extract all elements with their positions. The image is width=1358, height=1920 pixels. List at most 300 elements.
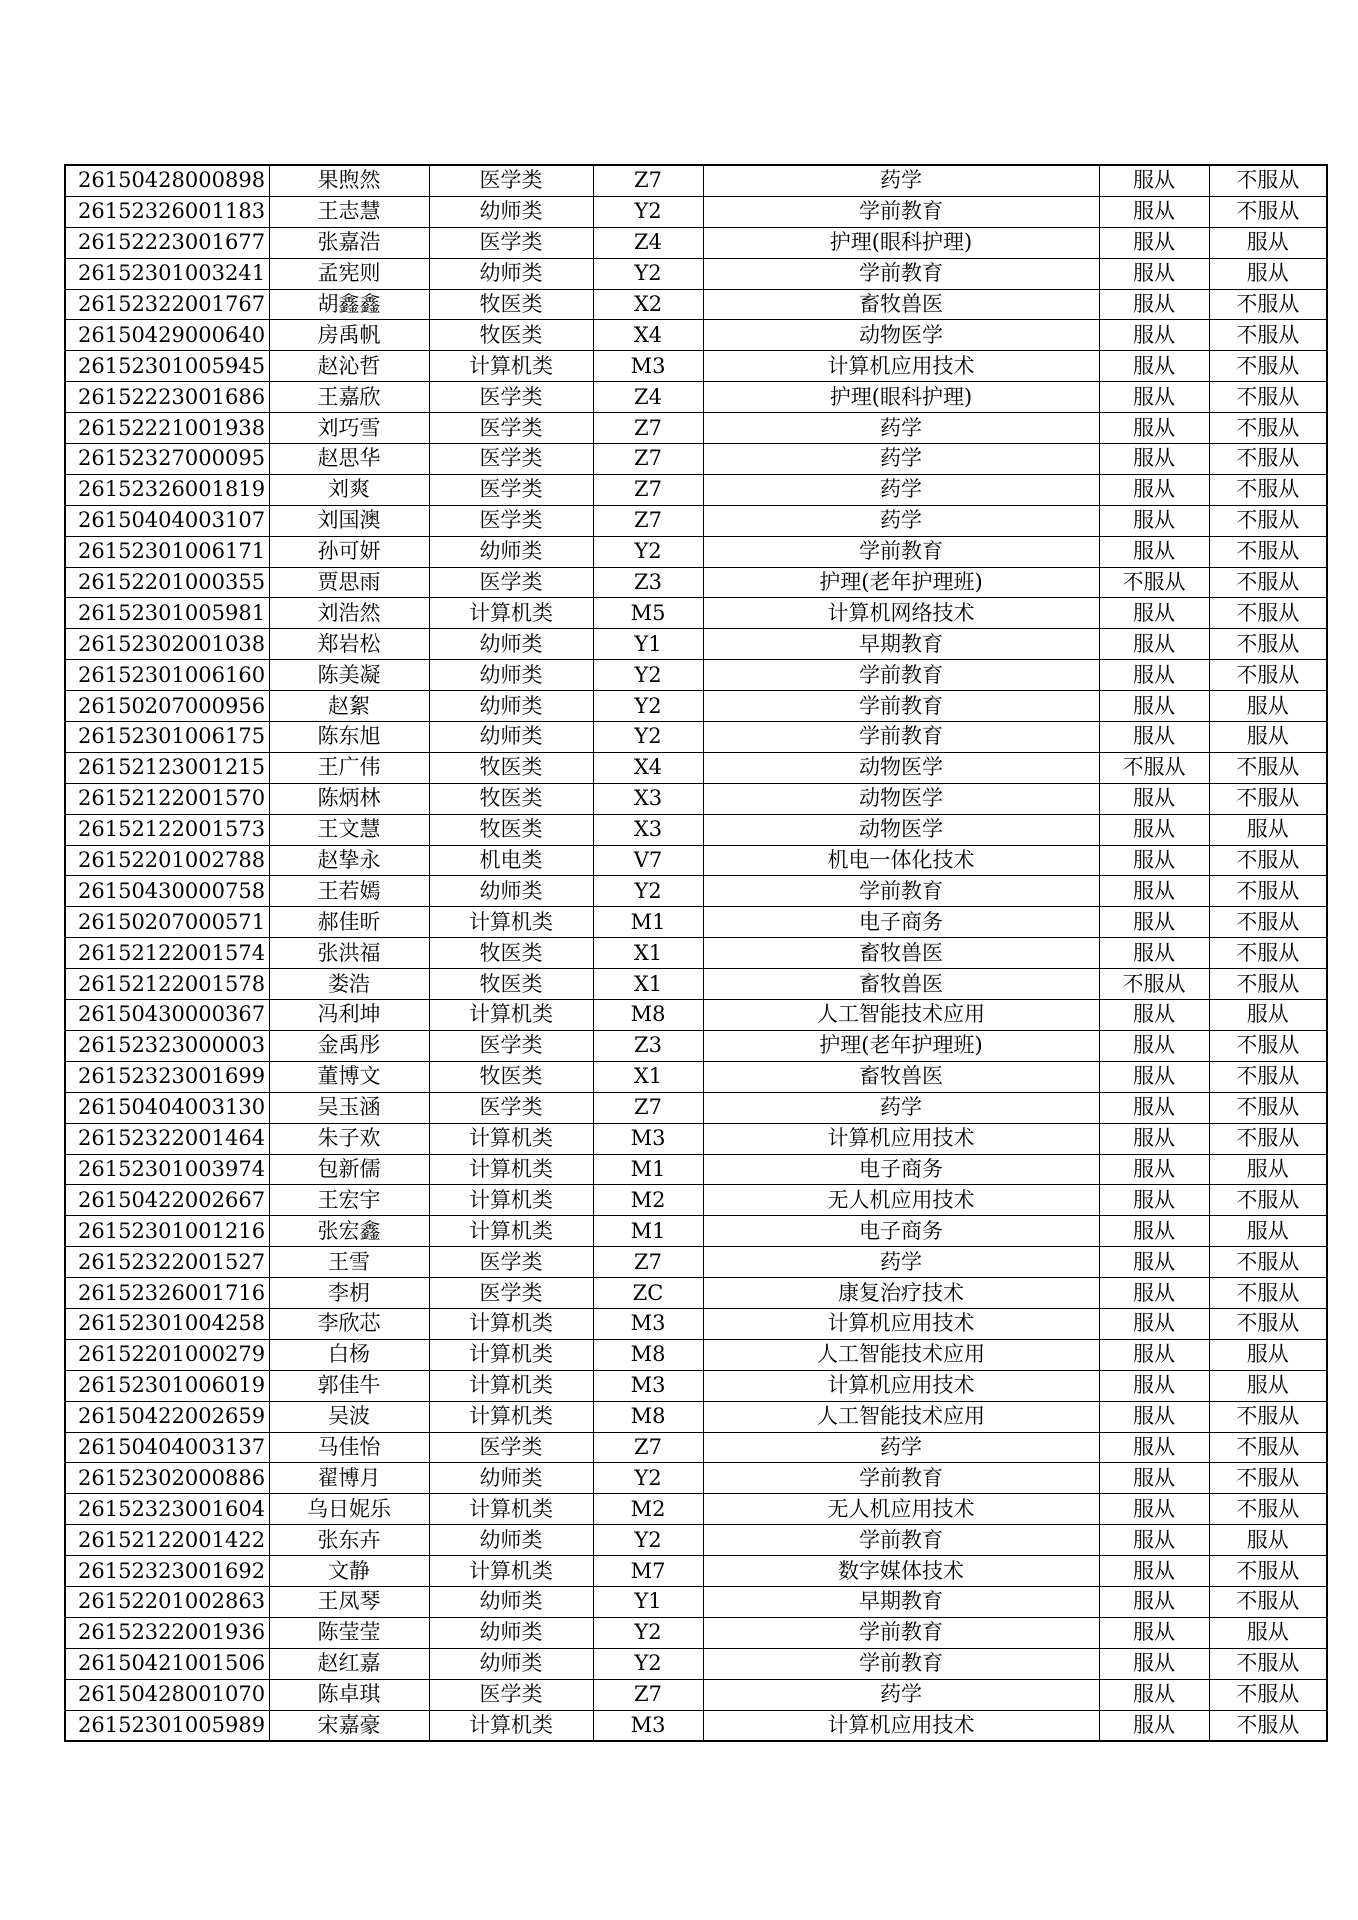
- major-cell: 药学: [703, 474, 1099, 505]
- major-cell: 计算机应用技术: [703, 1308, 1099, 1339]
- table-row: [65, 1617, 1327, 1648]
- adjust-cell: 不服从: [1099, 969, 1209, 1000]
- adjust-cell: 服从: [1099, 845, 1209, 876]
- category-cell: 医学类: [429, 1278, 593, 1309]
- code-cell: X2: [593, 289, 703, 320]
- student-name-cell: 郝佳昕: [269, 907, 429, 938]
- major-cell: 学前教育: [703, 1463, 1099, 1494]
- transfer-cell: 不服从: [1209, 752, 1327, 783]
- exam-id-cell: 26152301003241: [65, 258, 269, 289]
- category-cell: 牧医类: [429, 783, 593, 814]
- major-cell: 机电一体化技术: [703, 845, 1099, 876]
- major-cell: 电子商务: [703, 1154, 1099, 1185]
- code-cell: Y2: [593, 196, 703, 227]
- student-name-cell: 包新儒: [269, 1154, 429, 1185]
- code-cell: Z7: [593, 444, 703, 475]
- table-row: [65, 1432, 1327, 1463]
- student-name-cell: 赵思华: [269, 444, 429, 475]
- exam-id-cell: 26150207000571: [65, 907, 269, 938]
- category-cell: 医学类: [429, 382, 593, 413]
- exam-id-cell: 26150428000898: [65, 165, 269, 196]
- exam-id-cell: 26152322001936: [65, 1617, 269, 1648]
- code-cell: Z3: [593, 1030, 703, 1061]
- exam-id-cell: 26152221001938: [65, 413, 269, 444]
- table-row: [65, 1123, 1327, 1154]
- code-cell: V7: [593, 845, 703, 876]
- exam-id-cell: 26150207000956: [65, 691, 269, 722]
- student-name-cell: 李欣芯: [269, 1308, 429, 1339]
- adjust-cell: 服从: [1099, 474, 1209, 505]
- major-cell: 康复治疗技术: [703, 1278, 1099, 1309]
- exam-id-cell: 26152302001038: [65, 629, 269, 660]
- table-row: [65, 1401, 1327, 1432]
- adjust-cell: 服从: [1099, 691, 1209, 722]
- category-cell: 计算机类: [429, 1000, 593, 1031]
- category-cell: 医学类: [429, 567, 593, 598]
- student-name-cell: 王文慧: [269, 814, 429, 845]
- exam-id-cell: 26152122001574: [65, 938, 269, 969]
- table-row: [65, 1463, 1327, 1494]
- code-cell: Z7: [593, 1679, 703, 1710]
- code-cell: M8: [593, 1000, 703, 1031]
- table-row: [65, 722, 1327, 753]
- adjust-cell: 服从: [1099, 351, 1209, 382]
- adjust-cell: 服从: [1099, 505, 1209, 536]
- exam-id-cell: 26152322001767: [65, 289, 269, 320]
- adjust-cell: 服从: [1099, 1494, 1209, 1525]
- exam-id-cell: 26152201002788: [65, 845, 269, 876]
- table-row: [65, 444, 1327, 475]
- exam-id-cell: 26152323001692: [65, 1556, 269, 1587]
- category-cell: 幼师类: [429, 536, 593, 567]
- student-name-cell: 翟博月: [269, 1463, 429, 1494]
- major-cell: 计算机应用技术: [703, 1710, 1099, 1741]
- exam-id-cell: 26152301005981: [65, 598, 269, 629]
- code-cell: Z7: [593, 1432, 703, 1463]
- table-row: [65, 320, 1327, 351]
- major-cell: 动物医学: [703, 752, 1099, 783]
- table-body: [65, 165, 1327, 1741]
- exam-id-cell: 26150404003107: [65, 505, 269, 536]
- student-name-cell: 冯利坤: [269, 1000, 429, 1031]
- category-cell: 计算机类: [429, 598, 593, 629]
- adjust-cell: 服从: [1099, 1185, 1209, 1216]
- adjust-cell: 服从: [1099, 1247, 1209, 1278]
- table-row: [65, 598, 1327, 629]
- major-cell: 护理(眼科护理): [703, 227, 1099, 258]
- transfer-cell: 不服从: [1209, 382, 1327, 413]
- table-row: [65, 814, 1327, 845]
- table-row: [65, 227, 1327, 258]
- major-cell: 电子商务: [703, 907, 1099, 938]
- adjust-cell: 服从: [1099, 1463, 1209, 1494]
- major-cell: 学前教育: [703, 722, 1099, 753]
- student-name-cell: 王雪: [269, 1247, 429, 1278]
- adjust-cell: 服从: [1099, 938, 1209, 969]
- exam-id-cell: 26152301006175: [65, 722, 269, 753]
- student-name-cell: 王嘉欣: [269, 382, 429, 413]
- table-row: [65, 691, 1327, 722]
- category-cell: 幼师类: [429, 196, 593, 227]
- adjust-cell: 服从: [1099, 1030, 1209, 1061]
- code-cell: Z7: [593, 474, 703, 505]
- code-cell: M3: [593, 1370, 703, 1401]
- category-cell: 医学类: [429, 1247, 593, 1278]
- major-cell: 药学: [703, 444, 1099, 475]
- table-row: [65, 969, 1327, 1000]
- table-row: [65, 382, 1327, 413]
- student-name-cell: 刘巧雪: [269, 413, 429, 444]
- exam-id-cell: 26150404003137: [65, 1432, 269, 1463]
- major-cell: 早期教育: [703, 629, 1099, 660]
- transfer-cell: 不服从: [1209, 629, 1327, 660]
- major-cell: 人工智能技术应用: [703, 1339, 1099, 1370]
- category-cell: 幼师类: [429, 258, 593, 289]
- adjust-cell: 服从: [1099, 1278, 1209, 1309]
- code-cell: Y2: [593, 1525, 703, 1556]
- transfer-cell: 服从: [1209, 1000, 1327, 1031]
- transfer-cell: 不服从: [1209, 289, 1327, 320]
- category-cell: 牧医类: [429, 814, 593, 845]
- student-name-cell: 刘国澳: [269, 505, 429, 536]
- code-cell: Z7: [593, 1092, 703, 1123]
- student-table-container: [64, 164, 1326, 1742]
- transfer-cell: 不服从: [1209, 845, 1327, 876]
- major-cell: 动物医学: [703, 783, 1099, 814]
- code-cell: Y1: [593, 1586, 703, 1617]
- table-row: [65, 1030, 1327, 1061]
- exam-id-cell: 26152323001699: [65, 1061, 269, 1092]
- transfer-cell: 服从: [1209, 258, 1327, 289]
- adjust-cell: 不服从: [1099, 567, 1209, 598]
- transfer-cell: 不服从: [1209, 1030, 1327, 1061]
- transfer-cell: 服从: [1209, 1339, 1327, 1370]
- major-cell: 计算机应用技术: [703, 1370, 1099, 1401]
- transfer-cell: 不服从: [1209, 660, 1327, 691]
- table-row: [65, 1278, 1327, 1309]
- category-cell: 计算机类: [429, 1185, 593, 1216]
- major-cell: 药学: [703, 1679, 1099, 1710]
- code-cell: X1: [593, 969, 703, 1000]
- category-cell: 机电类: [429, 845, 593, 876]
- adjust-cell: 服从: [1099, 876, 1209, 907]
- table-row: [65, 1586, 1327, 1617]
- category-cell: 幼师类: [429, 1648, 593, 1679]
- table-row: [65, 196, 1327, 227]
- adjust-cell: 服从: [1099, 1370, 1209, 1401]
- category-cell: 计算机类: [429, 1370, 593, 1401]
- major-cell: 畜牧兽医: [703, 938, 1099, 969]
- code-cell: M8: [593, 1339, 703, 1370]
- student-name-cell: 孙可妍: [269, 536, 429, 567]
- adjust-cell: 服从: [1099, 382, 1209, 413]
- exam-id-cell: 26152301006171: [65, 536, 269, 567]
- major-cell: 人工智能技术应用: [703, 1401, 1099, 1432]
- transfer-cell: 不服从: [1209, 1123, 1327, 1154]
- exam-id-cell: 26152302000886: [65, 1463, 269, 1494]
- transfer-cell: 不服从: [1209, 1463, 1327, 1494]
- exam-id-cell: 26152223001686: [65, 382, 269, 413]
- transfer-cell: 服从: [1209, 722, 1327, 753]
- major-cell: 药学: [703, 1092, 1099, 1123]
- code-cell: Z7: [593, 165, 703, 196]
- transfer-cell: 不服从: [1209, 474, 1327, 505]
- exam-id-cell: 26152322001527: [65, 1247, 269, 1278]
- student-name-cell: 金禹彤: [269, 1030, 429, 1061]
- student-name-cell: 陈美凝: [269, 660, 429, 691]
- table-row: [65, 1648, 1327, 1679]
- student-name-cell: 陈炳林: [269, 783, 429, 814]
- code-cell: X1: [593, 938, 703, 969]
- student-name-cell: 王宏宇: [269, 1185, 429, 1216]
- major-cell: 学前教育: [703, 1648, 1099, 1679]
- transfer-cell: 不服从: [1209, 1247, 1327, 1278]
- category-cell: 医学类: [429, 444, 593, 475]
- student-name-cell: 陈卓琪: [269, 1679, 429, 1710]
- exam-id-cell: 26150422002667: [65, 1185, 269, 1216]
- category-cell: 计算机类: [429, 907, 593, 938]
- transfer-cell: 不服从: [1209, 1278, 1327, 1309]
- exam-id-cell: 26152301005945: [65, 351, 269, 382]
- table-row: [65, 1308, 1327, 1339]
- table-row: [65, 907, 1327, 938]
- transfer-cell: 不服从: [1209, 1061, 1327, 1092]
- category-cell: 医学类: [429, 1679, 593, 1710]
- student-name-cell: 胡鑫鑫: [269, 289, 429, 320]
- major-cell: 早期教育: [703, 1586, 1099, 1617]
- adjust-cell: 不服从: [1099, 752, 1209, 783]
- table-row: [65, 660, 1327, 691]
- code-cell: M3: [593, 1308, 703, 1339]
- transfer-cell: 不服从: [1209, 969, 1327, 1000]
- adjust-cell: 服从: [1099, 444, 1209, 475]
- code-cell: M2: [593, 1185, 703, 1216]
- transfer-cell: 不服从: [1209, 1494, 1327, 1525]
- category-cell: 牧医类: [429, 1061, 593, 1092]
- transfer-cell: 不服从: [1209, 567, 1327, 598]
- adjust-cell: 服从: [1099, 1401, 1209, 1432]
- table-row: [65, 629, 1327, 660]
- exam-id-cell: 26152123001215: [65, 752, 269, 783]
- code-cell: Y2: [593, 1617, 703, 1648]
- code-cell: Y2: [593, 258, 703, 289]
- major-cell: 电子商务: [703, 1216, 1099, 1247]
- student-name-cell: 赵絮: [269, 691, 429, 722]
- student-name-cell: 刘爽: [269, 474, 429, 505]
- adjust-cell: 服从: [1099, 1000, 1209, 1031]
- student-name-cell: 吴波: [269, 1401, 429, 1432]
- transfer-cell: 不服从: [1209, 1679, 1327, 1710]
- major-cell: 药学: [703, 505, 1099, 536]
- student-name-cell: 王广伟: [269, 752, 429, 783]
- category-cell: 计算机类: [429, 1154, 593, 1185]
- category-cell: 医学类: [429, 165, 593, 196]
- code-cell: M2: [593, 1494, 703, 1525]
- adjust-cell: 服从: [1099, 1648, 1209, 1679]
- adjust-cell: 服从: [1099, 1216, 1209, 1247]
- student-name-cell: 赵沁哲: [269, 351, 429, 382]
- adjust-cell: 服从: [1099, 1556, 1209, 1587]
- table-row: [65, 474, 1327, 505]
- exam-id-cell: 26152327000095: [65, 444, 269, 475]
- table-row: [65, 1679, 1327, 1710]
- exam-id-cell: 26152323000003: [65, 1030, 269, 1061]
- transfer-cell: 不服从: [1209, 907, 1327, 938]
- code-cell: M3: [593, 1710, 703, 1741]
- table-row: [65, 289, 1327, 320]
- table-row: [65, 752, 1327, 783]
- category-cell: 牧医类: [429, 938, 593, 969]
- category-cell: 牧医类: [429, 289, 593, 320]
- student-name-cell: 张洪福: [269, 938, 429, 969]
- major-cell: 学前教育: [703, 536, 1099, 567]
- major-cell: 计算机应用技术: [703, 351, 1099, 382]
- student-name-cell: 孟宪则: [269, 258, 429, 289]
- exam-id-cell: 26152301006019: [65, 1370, 269, 1401]
- adjust-cell: 服从: [1099, 196, 1209, 227]
- code-cell: ZC: [593, 1278, 703, 1309]
- adjust-cell: 服从: [1099, 165, 1209, 196]
- major-cell: 学前教育: [703, 1525, 1099, 1556]
- transfer-cell: 不服从: [1209, 413, 1327, 444]
- code-cell: X4: [593, 752, 703, 783]
- code-cell: Y1: [593, 629, 703, 660]
- adjust-cell: 服从: [1099, 814, 1209, 845]
- student-name-cell: 马佳怡: [269, 1432, 429, 1463]
- transfer-cell: 不服从: [1209, 1556, 1327, 1587]
- category-cell: 幼师类: [429, 1586, 593, 1617]
- category-cell: 计算机类: [429, 1308, 593, 1339]
- student-name-cell: 房禹帆: [269, 320, 429, 351]
- category-cell: 计算机类: [429, 1556, 593, 1587]
- student-name-cell: 娄浩: [269, 969, 429, 1000]
- transfer-cell: 服从: [1209, 1154, 1327, 1185]
- exam-id-cell: 26150430000758: [65, 876, 269, 907]
- student-name-cell: 朱子欢: [269, 1123, 429, 1154]
- code-cell: Y2: [593, 660, 703, 691]
- code-cell: Y2: [593, 536, 703, 567]
- code-cell: X3: [593, 783, 703, 814]
- transfer-cell: 服从: [1209, 1617, 1327, 1648]
- transfer-cell: 不服从: [1209, 1586, 1327, 1617]
- table-row: [65, 413, 1327, 444]
- category-cell: 牧医类: [429, 320, 593, 351]
- adjust-cell: 服从: [1099, 1679, 1209, 1710]
- category-cell: 幼师类: [429, 1617, 593, 1648]
- transfer-cell: 不服从: [1209, 165, 1327, 196]
- student-name-cell: 李枂: [269, 1278, 429, 1309]
- major-cell: 动物医学: [703, 320, 1099, 351]
- category-cell: 计算机类: [429, 1339, 593, 1370]
- major-cell: 人工智能技术应用: [703, 1000, 1099, 1031]
- transfer-cell: 不服从: [1209, 598, 1327, 629]
- exam-id-cell: 26152201002863: [65, 1586, 269, 1617]
- transfer-cell: 不服从: [1209, 196, 1327, 227]
- transfer-cell: 服从: [1209, 691, 1327, 722]
- category-cell: 幼师类: [429, 722, 593, 753]
- transfer-cell: 服从: [1209, 1370, 1327, 1401]
- table-row: [65, 351, 1327, 382]
- adjust-cell: 服从: [1099, 907, 1209, 938]
- adjust-cell: 服从: [1099, 629, 1209, 660]
- category-cell: 计算机类: [429, 1123, 593, 1154]
- exam-id-cell: 26150430000367: [65, 1000, 269, 1031]
- student-name-cell: 贾思雨: [269, 567, 429, 598]
- student-name-cell: 赵挚永: [269, 845, 429, 876]
- category-cell: 牧医类: [429, 969, 593, 1000]
- exam-id-cell: 26152322001464: [65, 1123, 269, 1154]
- student-name-cell: 郭佳牛: [269, 1370, 429, 1401]
- adjust-cell: 服从: [1099, 660, 1209, 691]
- table-row: [65, 876, 1327, 907]
- code-cell: M7: [593, 1556, 703, 1587]
- table-row: [65, 1092, 1327, 1123]
- adjust-cell: 服从: [1099, 1061, 1209, 1092]
- category-cell: 牧医类: [429, 752, 593, 783]
- adjust-cell: 服从: [1099, 1154, 1209, 1185]
- student-name-cell: 白杨: [269, 1339, 429, 1370]
- code-cell: M3: [593, 351, 703, 382]
- student-name-cell: 果煦然: [269, 165, 429, 196]
- code-cell: X1: [593, 1061, 703, 1092]
- student-name-cell: 刘浩然: [269, 598, 429, 629]
- student-name-cell: 陈东旭: [269, 722, 429, 753]
- student-name-cell: 董博文: [269, 1061, 429, 1092]
- major-cell: 无人机应用技术: [703, 1494, 1099, 1525]
- adjust-cell: 服从: [1099, 1308, 1209, 1339]
- category-cell: 医学类: [429, 1030, 593, 1061]
- exam-id-cell: 26152326001819: [65, 474, 269, 505]
- code-cell: Z4: [593, 227, 703, 258]
- transfer-cell: 服从: [1209, 227, 1327, 258]
- category-cell: 医学类: [429, 1432, 593, 1463]
- transfer-cell: 不服从: [1209, 1308, 1327, 1339]
- code-cell: Z3: [593, 567, 703, 598]
- adjust-cell: 服从: [1099, 289, 1209, 320]
- table-row: [65, 1061, 1327, 1092]
- code-cell: M3: [593, 1123, 703, 1154]
- exam-id-cell: 26152326001183: [65, 196, 269, 227]
- adjust-cell: 服从: [1099, 1339, 1209, 1370]
- transfer-cell: 不服从: [1209, 1401, 1327, 1432]
- major-cell: 无人机应用技术: [703, 1185, 1099, 1216]
- category-cell: 幼师类: [429, 691, 593, 722]
- major-cell: 药学: [703, 1432, 1099, 1463]
- student-name-cell: 吴玉涵: [269, 1092, 429, 1123]
- student-name-cell: 王凤琴: [269, 1586, 429, 1617]
- exam-id-cell: 26152301003974: [65, 1154, 269, 1185]
- transfer-cell: 不服从: [1209, 783, 1327, 814]
- table-row: [65, 1247, 1327, 1278]
- transfer-cell: 服从: [1209, 814, 1327, 845]
- adjust-cell: 服从: [1099, 413, 1209, 444]
- transfer-cell: 不服从: [1209, 1432, 1327, 1463]
- adjust-cell: 服从: [1099, 1123, 1209, 1154]
- exam-id-cell: 26152122001422: [65, 1525, 269, 1556]
- adjust-cell: 服从: [1099, 1432, 1209, 1463]
- transfer-cell: 不服从: [1209, 320, 1327, 351]
- code-cell: Z7: [593, 413, 703, 444]
- adjust-cell: 服从: [1099, 258, 1209, 289]
- student-name-cell: 陈莹莹: [269, 1617, 429, 1648]
- exam-id-cell: 26152301006160: [65, 660, 269, 691]
- category-cell: 幼师类: [429, 629, 593, 660]
- category-cell: 幼师类: [429, 1463, 593, 1494]
- major-cell: 学前教育: [703, 258, 1099, 289]
- major-cell: 学前教育: [703, 691, 1099, 722]
- adjust-cell: 服从: [1099, 320, 1209, 351]
- transfer-cell: 服从: [1209, 1525, 1327, 1556]
